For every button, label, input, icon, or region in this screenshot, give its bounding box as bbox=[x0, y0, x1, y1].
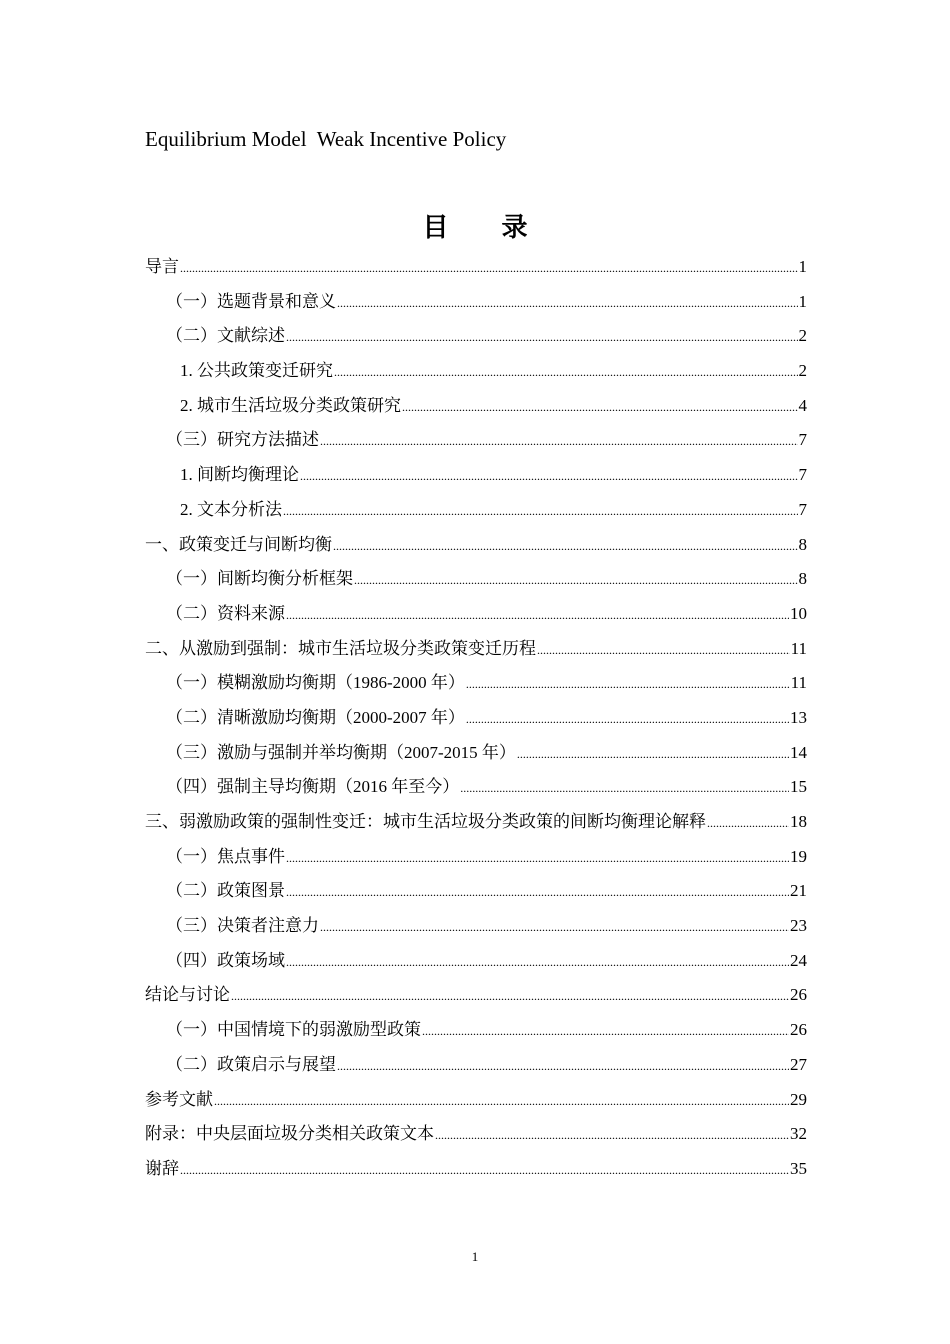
toc-leader-dots bbox=[231, 979, 789, 1014]
toc-entry-label: 参考文献 bbox=[145, 1089, 213, 1109]
page-number: 1 bbox=[471, 1249, 479, 1264]
toc-entry-label: 导言 bbox=[145, 257, 179, 276]
toc-entry[interactable] bbox=[145, 1152, 807, 1187]
toc-entry-page: 2 bbox=[798, 326, 807, 346]
toc-entry[interactable] bbox=[145, 562, 807, 597]
toc-entry-label: 1. 公共政策变迁研究 bbox=[180, 361, 333, 381]
toc-entry[interactable] bbox=[145, 840, 807, 875]
toc-entry-page: 26 bbox=[790, 1020, 807, 1040]
toc-entry-label: （三）决策者注意力 bbox=[166, 916, 319, 936]
toc-leader-dots bbox=[180, 1153, 789, 1188]
toc-entry-label: （二）资料来源 bbox=[166, 603, 285, 623]
toc-entry-label: （二）政策图景 bbox=[166, 881, 285, 901]
toc-entry-page: 11 bbox=[790, 638, 807, 658]
toc-leader-dots bbox=[286, 598, 789, 633]
toc-entry-page: 10 bbox=[790, 603, 807, 623]
toc-entry[interactable] bbox=[145, 1048, 807, 1083]
toc-entry[interactable] bbox=[145, 944, 807, 979]
toc-entry[interactable] bbox=[145, 1083, 807, 1118]
toc-entry-label: （一）焦点事件 bbox=[166, 846, 285, 866]
toc-entry-page: 7 bbox=[798, 430, 807, 450]
toc-entry[interactable] bbox=[145, 285, 807, 320]
toc-entry[interactable] bbox=[145, 909, 807, 944]
toc-leader-dots bbox=[402, 390, 798, 425]
toc-entry-page: 1 bbox=[798, 291, 807, 311]
toc-leader-dots bbox=[466, 702, 789, 737]
toc-entry-label: （三）激励与强制并举均衡期（2007-2015 年） bbox=[166, 742, 516, 762]
toc-entry-page: 15 bbox=[790, 777, 807, 797]
toc-entry[interactable] bbox=[145, 632, 807, 667]
toc-entry[interactable] bbox=[145, 354, 807, 389]
toc-entry[interactable] bbox=[145, 423, 807, 458]
toc-leader-dots bbox=[286, 945, 789, 980]
table-of-contents bbox=[145, 250, 807, 1187]
toc-leader-dots bbox=[334, 355, 798, 390]
toc-entry[interactable] bbox=[145, 458, 807, 493]
toc-entry-label: 结论与讨论 bbox=[145, 985, 230, 1005]
toc-entry-page: 18 bbox=[790, 812, 807, 831]
toc-entry-label: 二、从激励到强制：城市生活垃圾分类政策变迁历程 bbox=[145, 638, 536, 658]
toc-entry-label: 1. 间断均衡理论 bbox=[180, 465, 299, 485]
toc-leader-dots bbox=[320, 424, 798, 459]
toc-entry-page: 13 bbox=[790, 707, 807, 727]
toc-entry-page: 1 bbox=[798, 257, 807, 276]
toc-entry-label: 谢辞 bbox=[145, 1158, 179, 1178]
toc-entry-label: 附录：中央层面垃圾分类相关政策文本 bbox=[145, 1124, 434, 1144]
toc-leader-dots bbox=[300, 459, 798, 494]
toc-entry[interactable] bbox=[145, 493, 807, 528]
toc-leader-dots bbox=[320, 910, 789, 945]
toc-leader-dots bbox=[283, 494, 798, 529]
toc-entry-label: （一）模糊激励均衡期（1986-2000 年） bbox=[166, 673, 465, 693]
toc-entry-label: （二）清晰激励均衡期（2000-2007 年） bbox=[166, 707, 465, 727]
toc-entry-page: 7 bbox=[798, 465, 807, 485]
toc-leader-dots bbox=[435, 1118, 789, 1153]
toc-leader-dots bbox=[337, 1049, 789, 1084]
toc-entry-label: （四）强制主导均衡期（2016 年至今） bbox=[166, 777, 460, 797]
toc-entry[interactable] bbox=[145, 597, 807, 632]
toc-entry[interactable] bbox=[145, 666, 807, 701]
toc-entry-page: 4 bbox=[798, 395, 807, 415]
toc-entry-page: 19 bbox=[790, 846, 807, 866]
toc-leader-dots bbox=[286, 875, 789, 910]
toc-entry-page: 32 bbox=[790, 1124, 807, 1144]
toc-entry-page: 11 bbox=[790, 673, 807, 693]
toc-entry-label: （一）中国情境下的弱激励型政策 bbox=[166, 1020, 421, 1040]
toc-entry-page: 27 bbox=[790, 1054, 807, 1074]
toc-entry-page: 8 bbox=[798, 569, 807, 589]
toc-entry-page: 8 bbox=[798, 534, 807, 554]
toc-leader-dots bbox=[517, 737, 789, 772]
toc-leader-dots bbox=[460, 771, 789, 806]
toc-entry-label: （四）政策场域 bbox=[166, 950, 285, 970]
toc-leader-dots bbox=[286, 320, 798, 355]
toc-entry-page: 29 bbox=[790, 1089, 807, 1109]
toc-leader-dots bbox=[354, 563, 798, 598]
toc-entry-label: 2. 城市生活垃圾分类政策研究 bbox=[180, 395, 401, 415]
toc-leader-dots bbox=[537, 633, 790, 668]
toc-entry[interactable] bbox=[145, 1117, 807, 1152]
toc-leader-dots bbox=[214, 1084, 789, 1119]
toc-leader-dots bbox=[180, 251, 798, 286]
toc-entry-page: 35 bbox=[790, 1158, 807, 1178]
toc-entry-label: （二）文献综述 bbox=[166, 326, 285, 346]
toc-entry-label: 一、政策变迁与间断均衡 bbox=[145, 534, 332, 554]
toc-leader-dots bbox=[286, 841, 789, 876]
toc-entry-label: （一）间断均衡分析框架 bbox=[166, 569, 353, 589]
toc-entry-page: 2 bbox=[798, 361, 807, 381]
toc-entry-label: 三、弱激励政策的强制性变迁：城市生活垃圾分类政策的间断均衡理论解释 bbox=[145, 812, 706, 831]
toc-entry[interactable] bbox=[145, 319, 807, 354]
toc-leader-dots bbox=[422, 1014, 789, 1049]
toc-leader-dots bbox=[466, 667, 790, 702]
toc-leader-dots bbox=[707, 806, 789, 841]
toc-entry-label: （二）政策启示与展望 bbox=[166, 1054, 336, 1074]
toc-leader-dots bbox=[333, 529, 798, 564]
toc-entry-page: 24 bbox=[790, 950, 807, 970]
toc-entry-page: 21 bbox=[790, 881, 807, 901]
toc-entry[interactable] bbox=[145, 978, 807, 1013]
toc-entry[interactable] bbox=[145, 805, 807, 840]
toc-entry[interactable] bbox=[145, 874, 807, 909]
toc-title: 目 录 bbox=[422, 213, 550, 243]
toc-entry-page: 26 bbox=[790, 985, 807, 1005]
toc-entry-label: （三）研究方法描述 bbox=[166, 430, 319, 450]
toc-entry-page: 7 bbox=[798, 499, 807, 519]
toc-entry[interactable] bbox=[145, 389, 807, 424]
toc-entry[interactable] bbox=[145, 701, 807, 736]
toc-entry[interactable] bbox=[145, 1013, 807, 1048]
toc-entry-page: 23 bbox=[790, 916, 807, 936]
toc-leader-dots bbox=[337, 286, 798, 321]
english-keywords: Equilibrium Model Weak Incentive Policy bbox=[145, 127, 507, 151]
toc-entry-page: 14 bbox=[790, 742, 807, 762]
toc-entry[interactable] bbox=[145, 736, 807, 771]
toc-entry[interactable] bbox=[145, 770, 807, 805]
toc-entry[interactable] bbox=[145, 528, 807, 563]
toc-entry-label: （一）选题背景和意义 bbox=[166, 291, 336, 311]
toc-entry-label: 2. 文本分析法 bbox=[180, 499, 282, 519]
toc-entry[interactable] bbox=[145, 250, 807, 285]
